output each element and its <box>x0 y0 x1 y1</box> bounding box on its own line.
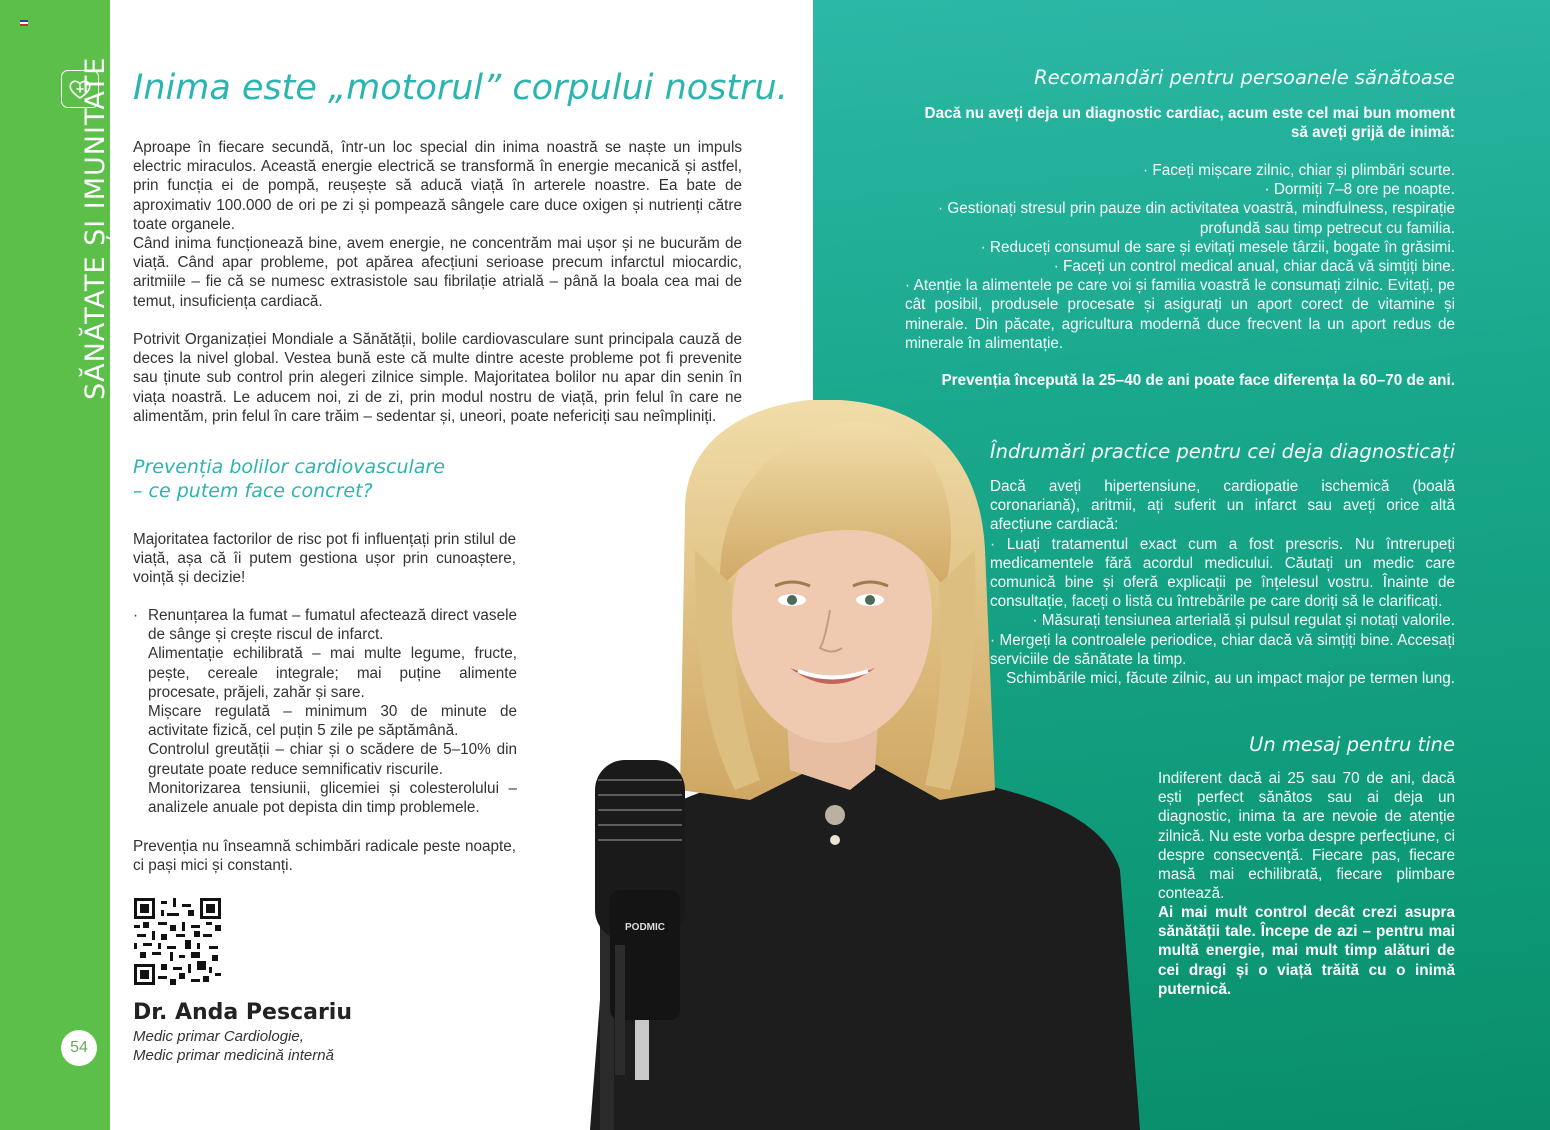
mic-brand-label: PODMIC <box>625 922 665 933</box>
healthy-closing: Prevenția începută la 25–40 de ani poate face diferența la 60–70 de ani. <box>941 372 1455 389</box>
article-paragraph: Potrivit Organizației Mondiale a Sănătății, bolile cardiovasculare sunt principala cauză de deces la nivel global. Vestea bună este că multe dintre aceste probleme pot fi prevenite sau ținute sub control prin alegeri zilnice simple. Majoritatea bolilor nu apar din senin în viața noastră. Le aducem noi, zi de zi, prin modul nostru de viață, prin felul în care ne alimentăm, prin felul în care trăim – sedentar și, uneori, poate nefericiți sau neîmpliniți. <box>133 331 742 425</box>
qr-code-icon[interactable] <box>134 898 221 985</box>
list-item: · Luați tratamentul exact cum a fost prescris. Nu întrerupeți medicamentele fără acordul medicului. Căutați un medic care comunică bine și oferă explicații pe înțelesul vostru. Înainte de consultație, faceți o listă cu întrebările pe care doriți să le clarificați. <box>990 535 1455 611</box>
message-text: Indiferent dacă ai 25 sau 70 de ani, dacă ești perfect sănătos sau ai deja un diagnostic, inima ta are nevoie de atenție zilnică. Nu este vorba despre perfecțiune, ci despre consecvență. Fiecare pas, fiecare masă mai echilibrată, fiecare plimbare contează. <box>1158 770 1455 903</box>
healthy-list <box>905 161 1455 353</box>
list-item: · Faceți un control medical anual, chiar dacă vă simțiți bine. <box>1053 258 1455 276</box>
list-item: · Atenție la alimentele pe care voi și familia voastră le consumați zilnic. Evitați, pe cât posibil, produsele procesate și asigurați un aport corect de vitamine și minerale. Din păcate, agricultura modernă duce frecvent la un aport redus de minerale în alimentație. <box>905 277 1455 352</box>
bullet-dot: · <box>133 607 139 624</box>
author-name: Dr. Anda Pescariu <box>133 1000 353 1025</box>
healthy-intro: Dacă nu aveți deja un diagnostic cardiac, acum este cel mai bun moment să aveți grijă de inimă: <box>924 105 1455 142</box>
list-item: · Reduceți consumul de sare și evitați mesele târzii, bogate în grăsimi. <box>980 238 1455 256</box>
author-role-line: Medic primar Cardiologie, <box>133 1028 304 1045</box>
author-role-line: Medic primar medicină internă <box>133 1047 334 1064</box>
article-paragraph: Aproape în fiecare secundă, într-un loc special din inima noastră se naște un impuls electric miraculos. Această energie electrică se transformă în energie mecanică și astfel, prin funcția ei de pompă, reușește să aducă viață în arterele noastre. Ea bate de aproximativ 100.000 de ori pe zi și pompează sângele care duce oxigen și nutrienți către toate organele. <box>133 139 742 233</box>
prevention-outro: Prevenția nu înseamnă schimbări radicale peste noapte, ci pași mici și constanți. <box>133 838 516 875</box>
list-item: · Gestionați stresul prin pauze din activitatea voastră, mindfulness, respirație profundă sau timp petrecut cu familia. <box>938 200 1455 237</box>
prevention-intro: Majoritatea factorilor de risc pot fi influențați prin stilul de viață, așa că îi putem gestiona ușor prin cunoaștere, voință și decizie! <box>133 531 516 587</box>
list-item: · Faceți mișcare zilnic, chiar și plimbări scurte. <box>1143 162 1455 179</box>
article-paragraph: Când inima funcționează bine, avem energie, ne concentrăm mai ușor și ne bucurăm de viață. Când apar probleme, pot apărea afecțiuni serioase precum infarctul miocardic, aritmiile – fie că se numesc extrasistole sau fibrilație atrială – până la boala cea mai de temut, insuficiența cardiacă. <box>133 235 742 310</box>
list-item: · Mergeți la controalele periodice, chiar dacă vă simțiți bine. Accesați serviciile de sănătate la timp. <box>990 631 1455 668</box>
message-closing: Ai mai mult control decât crezi asupra sănătății tale. Începe de azi – pentru mai multă energie, mai mult timp alături de cei dragi și o viață trăită cu o inimă puternică. <box>1158 904 1455 998</box>
author-role <box>133 1027 334 1065</box>
prevention-heading-line: Prevenția bolilor cardiovasculare <box>133 456 445 478</box>
diagnosed-closing: Schimbările mici, făcute zilnic, au un impact major pe termen lung. <box>1006 670 1455 688</box>
list-item: · Dormiți 7–8 ore pe noapte. <box>1264 181 1455 199</box>
prevention-list <box>133 606 517 817</box>
message-heading: Un mesaj pentru tine <box>1249 733 1455 756</box>
prevention-heading-line: – ce putem face concret? <box>133 480 373 502</box>
section-title: SĂNĂTATE ȘI IMUNITATE <box>80 56 111 400</box>
prevention-heading <box>133 455 445 503</box>
healthy-heading: Recomandări pentru persoanele sănătoase <box>1034 66 1455 89</box>
diagnosed-block <box>990 477 1455 688</box>
page-number: 54 <box>61 1030 97 1066</box>
list-item: · Măsurați tensiunea arterială și pulsul regulat și notați valorile. <box>1032 612 1455 630</box>
list-item: Renunțarea la fumat – fumatul afectează direct vasele de sânge și crește riscul de infarct. <box>148 607 517 644</box>
list-item: Controlul greutății – chiar și o scădere de 5–10% din greutate poate reduce semnificativ riscurile. <box>148 741 517 778</box>
article-headline: Inima este „motorul” corpului nostru. <box>133 68 788 108</box>
list-item: Mișcare regulată – minimum 30 de minute de activitate fizică, cel puțin 5 zile pe săptămână. <box>148 703 517 740</box>
list-item: Alimentație echilibrată – mai multe legume, fructe, pește, cereale integrale; mai puține alimente procesate, prăjeli, zahăr și sare. <box>148 645 517 701</box>
romanian-flag-icon <box>20 20 28 26</box>
diagnosed-intro: Dacă aveți hipertensiune, cardiopatie ischemică (boală coronariană), aritmii, ați suferit un infarct sau aveți orice altă afecțiune cardiacă: <box>990 478 1455 534</box>
list-item: Monitorizarea tensiunii, glicemiei și colesterolului – analizele anuale pot depista din timp problemele. <box>148 779 517 817</box>
diagnosed-heading: Îndrumări practice pentru cei deja diagnosticați <box>989 440 1455 463</box>
